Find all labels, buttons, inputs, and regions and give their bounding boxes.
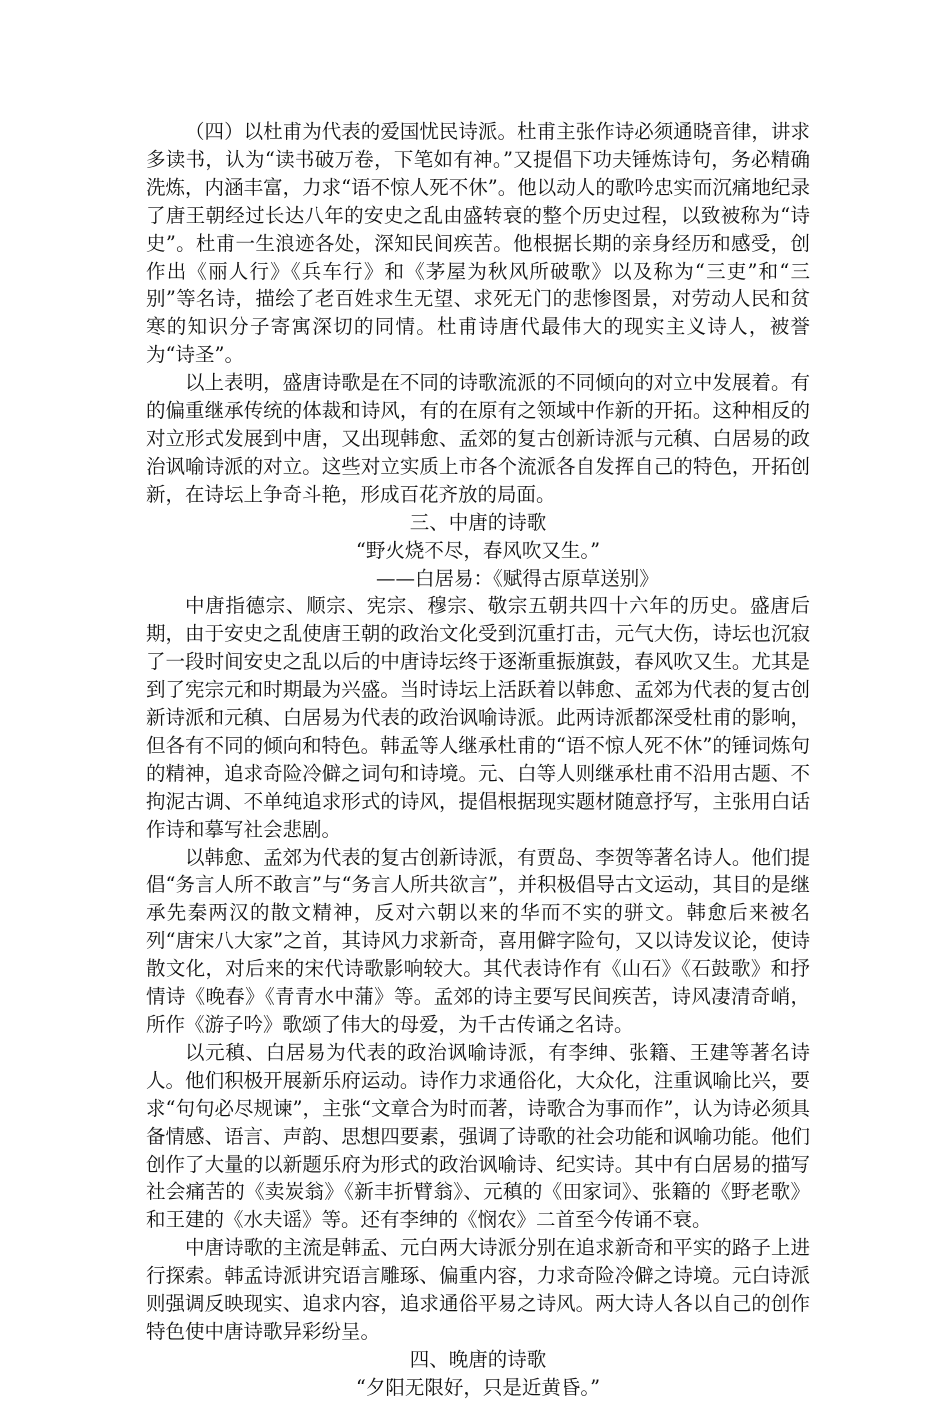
epigraph-attribution-mid-tang: ——白居易：《赋得古原草送别》: [376, 566, 659, 590]
epigraph-quote-mid-tang: “野火烧不尽，春风吹又生。”: [355, 538, 601, 562]
paragraph-hanyu-mengjiao-school: 以韩愈、孟郊为代表的复古创新诗派，有贾岛、李贺等著名诗人。他们提倡“务言人所不敢言”与“务言人所共欲言”，并积极倡导古文运动，其目的是继承先秦两汉的散文精神，反对六朝以来的华而不实的骈文。韩愈后来被名列“唐宋八大家”之首，其诗风力求新奇，喜用僻字险句，又以诗发议论，使诗散文化，对后来的宋代诗歌影响较大。其代表诗作有《山石》《石鼓歌》和抒情诗《晚春》《青青水中蒲》等。孟郊的诗主要写民间疾苦，诗风凄清奇峭，所作《游子吟》歌颂了伟大的母爱，为千古传诵之名诗。: [146, 845, 810, 1036]
document-page: [146, 118, 810, 1402]
paragraph-dufu-school: （四）以杜甫为代表的爱国忧民诗派。杜甫主张作诗必须通晓音律，讲求多读书，认为“读书破万卷，下笔如有神。”又提倡下功夫锤炼诗句，务必精确洗炼，内涵丰富，力求“语不惊人死不休”。他以动人的歌吟忠实而沉痛地纪录了唐王朝经过长达八年的安史之乱由盛转衰的整个历史过程，以致被称为“诗史”。杜甫一生浪迹各处，深知民间疾苦。他根据长期的亲身经历和感受，创作出《丽人行》《兵车行》和《茅屋为秋风所破歌》以及称为“三吏”和“三别”等名诗，描绘了老百姓求生无望、求死无门的悲惨图景，对劳动人民和贫寒的知识分子寄寓深切的同情。杜甫诗唐代最伟大的现实主义诗人，被誉为“诗圣”。: [146, 120, 810, 367]
section-heading-mid-tang: 三、中唐的诗歌: [409, 510, 547, 534]
paragraph-yuanzhen-baijuyi-school: 以元稹、白居易为代表的政治讽喻诗派，有李绅、张籍、王建等著名诗人。他们积极开展新乐府运动。诗作力求通俗化，大众化，注重讽喻比兴，要求“句句必尽规谏”，主张“文章合为时而著，诗歌合为事而作”，认为诗必须具备情感、语言、声韵、思想四要素，强调了诗歌的社会功能和讽喻功能。他们创作了大量的以新题乐府为形式的政治讽喻诗、纪实诗。其中有白居易的描写社会痛苦的《卖炭翁》《新丰折臂翁》、元稹的《田家词》、张籍的《野老歌》和王建的《水夫谣》等。还有李绅的《悯农》二首至今传诵不衰。: [146, 1040, 810, 1232]
epigraph-quote-late-tang: “夕阳无限好，只是近黄昏。”: [355, 1375, 601, 1399]
paragraph-summary-high-tang: 以上表明，盛唐诗歌是在不同的诗歌流派的不同倾向的对立中发展着。有的偏重继承传统的体裁和诗风，有的在原有之领域中作新的开拓。这种相反的对立形式发展到中唐，又出现韩愈、孟郊的复古创新诗派与元稹、白居易的政治讽喻诗派的对立。这些对立实质上市各个流派各自发挥自己的特色，开拓创新，在诗坛上争奇斗艳，形成百花齐放的局面。: [146, 371, 810, 506]
paragraph-mid-tang-overview: 中唐指德宗、顺宗、宪宗、穆宗、敬宗五朝共四十六年的历史。盛唐后期，由于安史之乱使唐王朝的政治文化受到沉重打击，元气大伤，诗坛也沉寂了一段时间安史之乱以后的中唐诗坛终于逐渐重振旗鼓，春风吹又生。尤其是到了宪宗元和时期最为兴盛。当时诗坛上活跃着以韩愈、孟郊为代表的复古创新诗派和元稹、白居易为代表的政治讽喻诗派。此两诗派都深受杜甫的影响，但各有不同的倾向和特色。韩孟等人继承杜甫的“语不惊人死不休”的锤词炼句的精神，追求奇险冷僻之词句和诗境。元、白等人则继承杜甫不沿用古题、不拘泥古调、不单纯追求形式的诗风，提倡根据现实题材随意抒写，主张用白话作诗和摹写社会悲剧。: [146, 594, 810, 841]
section-heading-late-tang: 四、晚唐的诗歌: [409, 1347, 547, 1371]
paragraph-mid-tang-mainstream: 中唐诗歌的主流是韩孟、元白两大诗派分别在追求新奇和平实的路子上进行探索。韩孟诗派讲究语言雕琢、偏重内容，力求奇险冷僻之诗境。元白诗派则强调反映现实、追求内容，追求通俗平易之诗风。两大诗人各以自己的创作特色使中唐诗歌异彩纷呈。: [146, 1236, 810, 1343]
